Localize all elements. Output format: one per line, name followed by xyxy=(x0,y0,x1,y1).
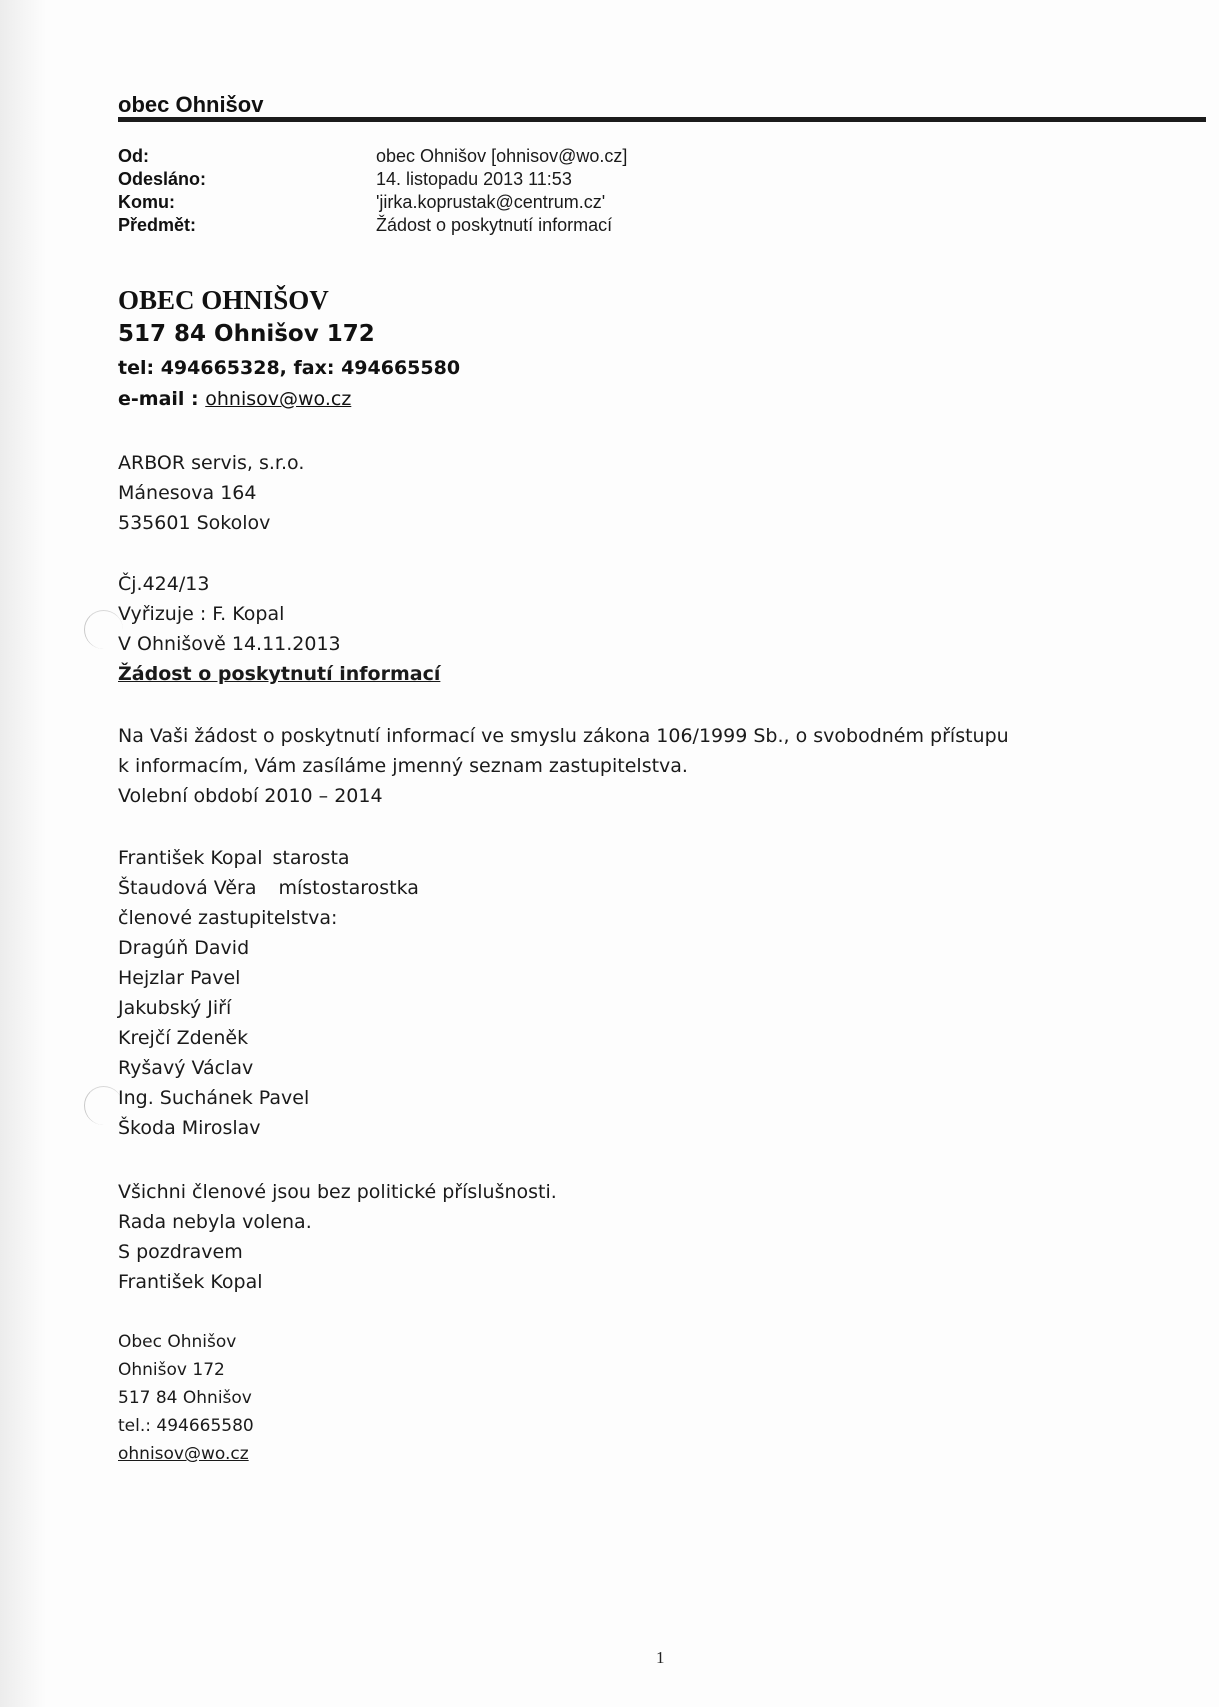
signature-line: 517 84 Ohnišov xyxy=(118,1388,252,1408)
header-label: Odesláno: xyxy=(118,169,207,189)
body-paragraph-line: k informacím, Vám zasíláme jmenný seznam zastupitelstva. xyxy=(118,755,688,777)
member-name: Krejčí Zdeněk xyxy=(118,1027,249,1049)
signature-email-link[interactable]: ohnisov@wo.cz xyxy=(118,1444,249,1464)
page-number: 1 xyxy=(656,1648,665,1667)
official-name: František Kopal xyxy=(118,847,263,869)
header-value: Žádost o poskytnutí informací xyxy=(376,215,613,235)
member-name: Ing. Suchánek Pavel xyxy=(118,1087,310,1109)
closing-signatory: František Kopal xyxy=(118,1271,263,1293)
header-value: 14. listopadu 2013 11:53 xyxy=(376,169,572,189)
closing-line: Všichni členové jsou bez politické příslušnosti. xyxy=(118,1181,557,1203)
official-name: Štaudová Věra xyxy=(118,877,257,899)
member-name: Jakubský Jiří xyxy=(118,997,232,1019)
recipient-line: ARBOR servis, s.r.o. xyxy=(118,452,305,474)
member-name: Škoda Miroslav xyxy=(118,1117,261,1139)
letterhead-address: 517 84 Ohnišov 172 xyxy=(118,321,375,347)
signature-line: Obec Ohnišov xyxy=(118,1332,237,1352)
scan-edge-shadow xyxy=(0,0,46,1707)
email-link[interactable]: ohnisov@wo.cz xyxy=(205,388,352,410)
official-mayor xyxy=(118,846,350,870)
email-header-divider xyxy=(118,117,1206,122)
members-heading: členové zastupitelstva: xyxy=(118,907,338,929)
official-role: starosta xyxy=(272,847,350,869)
member-name: Ryšavý Václav xyxy=(118,1057,254,1079)
recipient-line: Mánesova 164 xyxy=(118,482,257,504)
official-deputy xyxy=(118,876,419,900)
header-label: Předmět: xyxy=(118,215,197,235)
header-label: Od: xyxy=(118,146,149,166)
email-label: e-mail : xyxy=(118,388,206,410)
letterhead-email xyxy=(118,388,351,410)
reference-place-date: V Ohnišově 14.11.2013 xyxy=(118,633,341,655)
header-value: 'jirka.koprustak@centrum.cz' xyxy=(376,192,606,212)
letterhead-contact: tel: 494665328, fax: 494665580 xyxy=(118,357,461,379)
reference-number: Čj.424/13 xyxy=(118,573,210,595)
recipient-line: 535601 Sokolov xyxy=(118,512,271,534)
signature-line: Ohnišov 172 xyxy=(118,1360,225,1380)
member-name: Hejzlar Pavel xyxy=(118,967,241,989)
closing-line: S pozdravem xyxy=(118,1241,243,1263)
email-organization: obec Ohnišov xyxy=(118,92,264,117)
member-name: Dragúň David xyxy=(118,937,250,959)
letterhead-title: OBEC OHNIŠOV xyxy=(118,285,329,315)
closing-line: Rada nebyla volena. xyxy=(118,1211,312,1233)
signature-line: tel.: 494665580 xyxy=(118,1416,254,1436)
body-paragraph-line: Na Vaši žádost o poskytnutí informací ve smyslu zákona 106/1999 Sb., o svobodném přístupu xyxy=(118,725,1009,747)
letter-subject: Žádost o poskytnutí informací xyxy=(118,663,441,685)
official-role: místostarostka xyxy=(278,877,419,899)
reference-handler: Vyřizuje : F. Kopal xyxy=(118,603,285,625)
header-label: Komu: xyxy=(118,192,175,212)
header-value: obec Ohnišov [ohnisov@wo.cz] xyxy=(376,146,628,166)
body-paragraph-line: Volební období 2010 – 2014 xyxy=(118,785,383,807)
